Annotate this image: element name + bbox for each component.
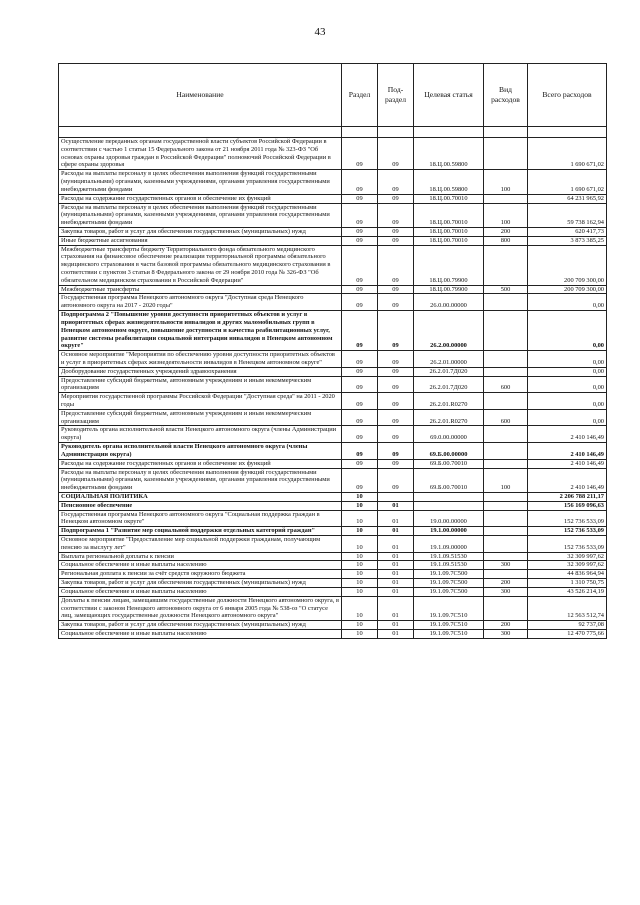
cell-name: Государственная программа Ненецкого автономного округа "Социальная поддержка граждан в Ненецком автономном округе" [59, 510, 342, 527]
cell-name: Расходы на выплаты персоналу в целях обеспечения выполнения функций государственными (муниципальными) органами, казенными учреждениями, органами управления государственными внебюджетными фондами [59, 468, 342, 492]
table-row [59, 579, 607, 588]
table-row [59, 351, 607, 368]
table-row [59, 285, 607, 294]
cell-total: 2 410 146,49 [528, 426, 607, 443]
cell-target-article: 19.1.09.7С500 [414, 579, 484, 588]
cell-name: Осуществление переданных органам государственной власти субъектов Российской Федерации в соответствии с частью 1 статьи 15 Федерального закона от 21 ноября 2011 года № 323-ФЗ "Об основах охраны здоровья граждан в Российской Федерации" полномочий Российской Федерации в сфере охраны здоровья [59, 138, 342, 170]
cell-name: Пенсионное обеспечение [59, 501, 342, 510]
cell-expense-type [484, 527, 528, 536]
expenditure-table [58, 63, 607, 639]
cell-target-article: 19.1.09.7С510 [414, 596, 484, 620]
cell-name: Подпрограмма 1 "Развитие мер социальной поддержки отдельных категорий граждан" [59, 527, 342, 536]
cell-target-article: 18.Ц.00.70010 [414, 227, 484, 236]
cell-section: 09 [342, 393, 378, 410]
cell-section [342, 127, 378, 138]
cell-section: 10 [342, 501, 378, 510]
cell-section: 09 [342, 236, 378, 245]
cell-subsection: 01 [378, 629, 414, 638]
cell-section: 09 [342, 459, 378, 468]
cell-subsection: 09 [378, 285, 414, 294]
cell-expense-type [484, 294, 528, 311]
cell-target-article: 26.2.00.00000 [414, 311, 484, 351]
table-row [59, 138, 607, 170]
table-body [59, 127, 607, 639]
cell-section: 10 [342, 552, 378, 561]
cell-subsection: 09 [378, 236, 414, 245]
cell-expense-type [484, 426, 528, 443]
cell-target-article: 26.2.01.00000 [414, 351, 484, 368]
cell-total: 1 690 671,02 [528, 170, 607, 194]
cell-name: Дооборудование государственных учреждений здравоохранения [59, 367, 342, 376]
cell-expense-type: 500 [484, 285, 528, 294]
cell-expense-type [484, 351, 528, 368]
cell-expense-type [484, 245, 528, 285]
cell-section: 10 [342, 570, 378, 579]
cell-expense-type [484, 127, 528, 138]
cell-name: Закупка товаров, работ и услуг для обеспечения государственных (муниципальных) нужд [59, 621, 342, 630]
cell-subsection: 01 [378, 621, 414, 630]
cell-total: 1 310 750,75 [528, 579, 607, 588]
cell-expense-type: 100 [484, 468, 528, 492]
table-row [59, 170, 607, 194]
cell-expense-type: 300 [484, 561, 528, 570]
cell-subsection: 09 [378, 376, 414, 393]
cell-total: 156 169 096,63 [528, 501, 607, 510]
cell-section: 10 [342, 492, 378, 501]
cell-name: Закупка товаров, работ и услуг для обеспечения государственных (муниципальных) нужд [59, 579, 342, 588]
cell-name: Доплаты к пенсии лицам, замещавшим государственные должности Ненецкого автономного округа, в соответствии с законом Ненецкого автономного округа от 6 января 2005 года № 538-оз "О статусе лиц, замещающих государственные должности Ненецкого автономного округа" [59, 596, 342, 620]
cell-subsection: 09 [378, 245, 414, 285]
cell-subsection: 09 [378, 351, 414, 368]
cell-total: 43 526 214,19 [528, 587, 607, 596]
cell-name: Предоставление субсидий бюджетным, автономным учреждениям и иным некоммерческим организациям [59, 409, 342, 426]
header-subsection: Под- раздел [378, 64, 414, 127]
cell-target-article: 18.Ц.00.59800 [414, 138, 484, 170]
cell-name: Предоставление субсидий бюджетным, автономным учреждениям и иным некоммерческим организациям [59, 376, 342, 393]
cell-name: Социальное обеспечение и иные выплаты населению [59, 561, 342, 570]
cell-expense-type [484, 367, 528, 376]
header-expense-type: Вид расходов [484, 64, 528, 127]
cell-target-article: 19.1.09.7С500 [414, 587, 484, 596]
table-row [59, 227, 607, 236]
cell-expense-type [484, 459, 528, 468]
cell-subsection: 09 [378, 311, 414, 351]
cell-subsection: 09 [378, 459, 414, 468]
table-row [59, 459, 607, 468]
cell-target-article: 26.0.00.00000 [414, 294, 484, 311]
cell-name: Межбюджетные трансферты [59, 285, 342, 294]
cell-subsection: 09 [378, 294, 414, 311]
cell-name: Социальное обеспечение и иные выплаты населению [59, 587, 342, 596]
cell-name: Государственная программа Ненецкого автономного округа "Доступная среда Ненецкого автономного округа на 2017 - 2020 годы" [59, 294, 342, 311]
table-row [59, 596, 607, 620]
cell-subsection: 01 [378, 536, 414, 553]
table-row [59, 294, 607, 311]
table-row [59, 501, 607, 510]
table-row [59, 426, 607, 443]
cell-target-article: 26.2.01.R0270 [414, 409, 484, 426]
cell-section: 09 [342, 245, 378, 285]
cell-subsection: 09 [378, 227, 414, 236]
cell-name: Руководитель органа исполнительной власти Ненецкого автономного округа (члены Администрации округа) [59, 426, 342, 443]
cell-name: Социальное обеспечение и иные выплаты населению [59, 629, 342, 638]
cell-total: 200 709 300,00 [528, 245, 607, 285]
cell-subsection: 01 [378, 527, 414, 536]
cell-target-article: 18.Ц.00.79900 [414, 245, 484, 285]
cell-expense-type: 200 [484, 621, 528, 630]
cell-target-article [414, 501, 484, 510]
cell-subsection: 01 [378, 552, 414, 561]
cell-section: 09 [342, 311, 378, 351]
cell-expense-type [484, 138, 528, 170]
cell-target-article: 18.Ц.00.79900 [414, 285, 484, 294]
cell-subsection: 01 [378, 596, 414, 620]
table-row [59, 587, 607, 596]
cell-section: 09 [342, 194, 378, 203]
table-row [59, 629, 607, 638]
cell-name: Расходы на содержание государственных органов и обеспечение их функций [59, 194, 342, 203]
table-row [59, 621, 607, 630]
table-row [59, 194, 607, 203]
cell-total: 620 417,73 [528, 227, 607, 236]
table-row [59, 510, 607, 527]
cell-section: 09 [342, 351, 378, 368]
cell-target-article: 26.2.01.R0270 [414, 393, 484, 410]
cell-total: 2 410 146,49 [528, 468, 607, 492]
cell-total: 32 309 997,62 [528, 552, 607, 561]
cell-target-article: 18.Ц.00.59800 [414, 170, 484, 194]
cell-name: Выплата региональной доплаты к пенсии [59, 552, 342, 561]
cell-section: 09 [342, 367, 378, 376]
cell-target-article [414, 492, 484, 501]
cell-total: 0,00 [528, 409, 607, 426]
cell-expense-type [484, 596, 528, 620]
table-row [59, 245, 607, 285]
cell-name: Межбюджетные трансферты бюджету Территориального фонда обязательного медицинского страхования на финансовое обеспечение реализации территориальной программы обязательного медицинского страхования в части базовой программы обязательного медицинского страхования в соответствии с пунктом 3 статьи 8 Федерального закона от 29 ноября 2010 года № 326-ФЗ "Об обязательном медицинском страховании в Российской Федерации" [59, 245, 342, 285]
header-name: Наименование [59, 64, 342, 127]
cell-subsection: 09 [378, 138, 414, 170]
cell-expense-type: 200 [484, 579, 528, 588]
cell-target-article: 69.0.00.00000 [414, 426, 484, 443]
cell-total: 44 836 964,94 [528, 570, 607, 579]
cell-total: 0,00 [528, 367, 607, 376]
cell-expense-type [484, 311, 528, 351]
cell-total: 2 410 146,49 [528, 459, 607, 468]
cell-target-article: 19.1.00.00000 [414, 527, 484, 536]
cell-target-article: 69.Б.00.70010 [414, 459, 484, 468]
cell-section: 10 [342, 510, 378, 527]
cell-expense-type: 100 [484, 170, 528, 194]
cell-section: 10 [342, 621, 378, 630]
cell-total: 32 309 997,62 [528, 561, 607, 570]
cell-section: 09 [342, 294, 378, 311]
cell-section: 09 [342, 203, 378, 227]
cell-expense-type [484, 443, 528, 460]
cell-subsection: 01 [378, 510, 414, 527]
cell-total: 200 709 300,00 [528, 285, 607, 294]
cell-subsection: 01 [378, 587, 414, 596]
cell-expense-type [484, 570, 528, 579]
cell-name: Мероприятия государственной программы Российской Федерации "Доступная среда" на 2011 - 2020 годы [59, 393, 342, 410]
cell-name: Иные бюджетные ассигнования [59, 236, 342, 245]
header-total: Всего расходов [528, 64, 607, 127]
cell-section: 09 [342, 376, 378, 393]
cell-expense-type [484, 194, 528, 203]
cell-expense-type: 300 [484, 629, 528, 638]
cell-subsection: 01 [378, 570, 414, 579]
table-row [59, 552, 607, 561]
cell-section: 10 [342, 587, 378, 596]
cell-expense-type [484, 510, 528, 527]
table-row [59, 527, 607, 536]
cell-total: 0,00 [528, 351, 607, 368]
cell-target-article: 18.Ц.00.70010 [414, 236, 484, 245]
cell-target-article: 18.Ц.00.70010 [414, 194, 484, 203]
cell-subsection: 09 [378, 203, 414, 227]
cell-name: СОЦИАЛЬНАЯ ПОЛИТИКА [59, 492, 342, 501]
cell-target-article: 19.1.09.7С510 [414, 629, 484, 638]
cell-subsection: 01 [378, 561, 414, 570]
cell-target-article: 69.Б.00.70010 [414, 468, 484, 492]
table-row [59, 127, 607, 138]
cell-total: 152 736 533,09 [528, 536, 607, 553]
cell-name: Расходы на выплаты персоналу в целях обеспечения выполнения функций государственными (муниципальными) органами, казенными учреждениями, органами управления государственными внебюджетными фондами [59, 170, 342, 194]
cell-section: 09 [342, 170, 378, 194]
table-row [59, 468, 607, 492]
cell-name: Региональная доплата к пенсии за счёт средств окружного бюджета [59, 570, 342, 579]
cell-total: 0,00 [528, 311, 607, 351]
cell-subsection: 09 [378, 409, 414, 426]
cell-section: 10 [342, 527, 378, 536]
cell-section: 09 [342, 443, 378, 460]
cell-expense-type [484, 492, 528, 501]
cell-name: Основное мероприятие "Мероприятия по обеспечению уровня доступности приоритетных объектов и услуг в приоритетных сферах жизнедеятельности инвалидов в Ненецком автономном округе" [59, 351, 342, 368]
cell-name: Расходы на выплаты персоналу в целях обеспечения выполнения функций государственными (муниципальными) органами, казенными учреждениями, органами управления государственными внебюджетными фондами [59, 203, 342, 227]
cell-subsection: 09 [378, 426, 414, 443]
cell-name: Подпрограмма 2 "Повышение уровня доступности приоритетных объектов и услуг в приоритетных сферах жизнедеятельности инвалидов и других маломобильных групп в Ненецком автономном округе, повышение доступности и качества реабилитационных услуг, развитие системы реабилитации социальной интеграции инвалидов в Ненецком автономном округе" [59, 311, 342, 351]
cell-target-article: 18.Ц.00.70010 [414, 203, 484, 227]
table-row [59, 376, 607, 393]
header-section: Раздел [342, 64, 378, 127]
cell-section: 10 [342, 629, 378, 638]
cell-target-article: 19.1.09.00000 [414, 536, 484, 553]
cell-total: 2 410 146,49 [528, 443, 607, 460]
table-row [59, 561, 607, 570]
cell-section: 09 [342, 426, 378, 443]
cell-total: 12 470 775,66 [528, 629, 607, 638]
cell-target-article: 19.1.09.51530 [414, 552, 484, 561]
table-row [59, 570, 607, 579]
page-number: 43 [314, 26, 326, 38]
cell-total: 152 736 533,09 [528, 527, 607, 536]
cell-name: Закупка товаров, работ и услуг для обеспечения государственных (муниципальных) нужд [59, 227, 342, 236]
cell-section: 09 [342, 227, 378, 236]
table-row [59, 409, 607, 426]
table-row [59, 203, 607, 227]
cell-section: 09 [342, 138, 378, 170]
cell-name: Руководитель органа исполнительной власти Ненецкого автономного округа (члены Администрации округа) [59, 443, 342, 460]
cell-total: 59 738 162,94 [528, 203, 607, 227]
cell-section: 09 [342, 468, 378, 492]
table-row [59, 311, 607, 351]
cell-expense-type [484, 501, 528, 510]
cell-total: 0,00 [528, 393, 607, 410]
table-header-row [59, 64, 607, 127]
cell-name [59, 127, 342, 138]
table-row [59, 443, 607, 460]
cell-target-article: 19.0.00.00000 [414, 510, 484, 527]
cell-target-article: 19.1.09.7С510 [414, 621, 484, 630]
cell-expense-type: 600 [484, 376, 528, 393]
cell-section: 10 [342, 596, 378, 620]
cell-subsection [378, 492, 414, 501]
cell-total: 152 736 533,09 [528, 510, 607, 527]
cell-target-article: 26.2.01.7Д020 [414, 376, 484, 393]
cell-subsection: 09 [378, 194, 414, 203]
cell-subsection: 09 [378, 393, 414, 410]
cell-total: 64 231 965,92 [528, 194, 607, 203]
table-row [59, 367, 607, 376]
cell-name: Основное мероприятие "Предоставление мер социальной поддержки гражданам, получающим пенсию за выслугу лет" [59, 536, 342, 553]
cell-section: 09 [342, 409, 378, 426]
cell-total: 0,00 [528, 294, 607, 311]
cell-section: 10 [342, 561, 378, 570]
cell-expense-type: 200 [484, 227, 528, 236]
cell-name: Расходы на содержание государственных органов и обеспечение их функций [59, 459, 342, 468]
table-row [59, 393, 607, 410]
cell-section: 09 [342, 285, 378, 294]
cell-expense-type [484, 552, 528, 561]
cell-total [528, 127, 607, 138]
table-row [59, 492, 607, 501]
cell-target-article [414, 127, 484, 138]
cell-target-article: 19.1.09.7С500 [414, 570, 484, 579]
cell-total: 2 206 788 211,17 [528, 492, 607, 501]
cell-total: 0,00 [528, 376, 607, 393]
cell-expense-type [484, 393, 528, 410]
cell-subsection: 09 [378, 170, 414, 194]
cell-expense-type: 800 [484, 236, 528, 245]
cell-section: 10 [342, 536, 378, 553]
cell-subsection: 09 [378, 367, 414, 376]
cell-section: 10 [342, 579, 378, 588]
cell-total: 3 873 385,25 [528, 236, 607, 245]
cell-total: 92 737,08 [528, 621, 607, 630]
cell-target-article: 19.1.09.51530 [414, 561, 484, 570]
cell-target-article: 69.Б.00.00000 [414, 443, 484, 460]
header-target-article: Целевая статья [414, 64, 484, 127]
table-row [59, 536, 607, 553]
cell-target-article: 26.2.01.7Д020 [414, 367, 484, 376]
cell-subsection: 01 [378, 501, 414, 510]
cell-subsection: 09 [378, 468, 414, 492]
cell-expense-type: 600 [484, 409, 528, 426]
table-row [59, 236, 607, 245]
cell-subsection: 09 [378, 443, 414, 460]
cell-subsection [378, 127, 414, 138]
cell-subsection: 01 [378, 579, 414, 588]
cell-total: 1 690 671,02 [528, 138, 607, 170]
cell-expense-type: 100 [484, 203, 528, 227]
cell-total: 12 563 512,74 [528, 596, 607, 620]
cell-expense-type [484, 536, 528, 553]
cell-expense-type: 300 [484, 587, 528, 596]
